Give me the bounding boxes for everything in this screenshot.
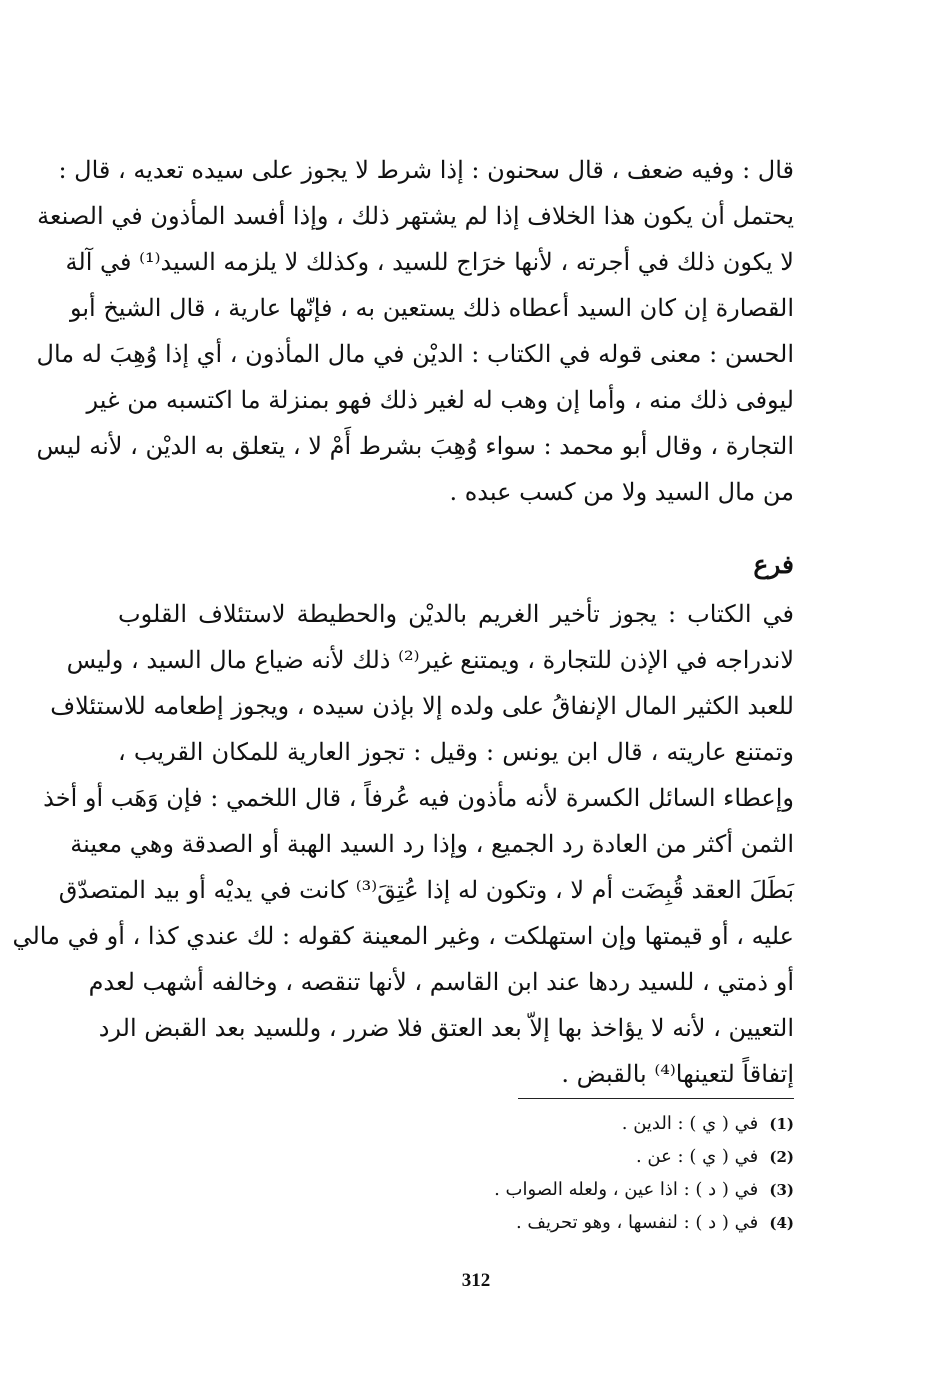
section-heading: فرع: [753, 550, 794, 579]
text-line: لا يكون ذلك في أجرته ، لأنها خرَاج للسيد ، وكذلك لا يلزمه السيد⁽¹⁾ في آلة: [65, 248, 794, 276]
text-line: وإعطاء السائل الكسرة لأنه مأذون فيه عُرفاً ، قال اللخمي : فإن وَهَب أو أخذ: [43, 784, 794, 812]
text-line: القصارة إن كان السيد أعطاه ذلك يستعين به ، فإنّها عارية ، قال الشيخ أبو: [69, 294, 794, 322]
text-line: إتفاقاً لتعينها⁽⁴⁾ بالقبض .: [561, 1060, 794, 1088]
footnote-number: (4): [769, 1214, 794, 1232]
page-body: [12, 150, 794, 1330]
page-number: 312: [461, 1270, 491, 1291]
text-line: عليه ، أو قيمتها وإن استهلكت ، وغير المعينة كقوله : لك عندي كذا ، أو في مالي: [12, 922, 794, 950]
footnote-text: في ( د ) : اذا عين ، ولعله الصواب .: [494, 1179, 759, 1200]
footnote-text: في ( د ) : لنفسها ، وهو تحريف .: [515, 1212, 759, 1233]
text-line: بَطَلَ العقد قُبِضَت أم لا ، وتكون له إذا عُتِقَ⁽³⁾ كانت في يديْه أو بيد المتصدّق: [58, 876, 794, 904]
text-line: التجارة ، وقال أبو محمد : سواء وُهِبَ بشرط أَمْ لا ، يتعلق به الديْن ، لأنه ليس: [36, 432, 794, 460]
text-line: من مال السيد ولا من كسب عبده .: [449, 478, 794, 506]
footnote-number: (2): [769, 1148, 794, 1166]
footnote: [118, 1143, 794, 1171]
text-line: الحسن : معنى قوله في الكتاب : الديْن في مال المأذون ، أي إذا وُهِبَ له مال: [36, 340, 794, 368]
text-line: الثمن أكثر من العادة رد الجميع ، وإذا رد السيد الهبة أو الصدقة وهي معينة: [70, 830, 794, 858]
footnote-text: في ( ي ) : الدين .: [621, 1113, 759, 1134]
text-line: التعيين ، لأنه لا يؤاخذ بها إلاّ بعد العتق فلا ضرر ، وللسيد بعد القبض الرد: [98, 1014, 794, 1042]
text-line: للعبد الكثير المال الإنفاقُ على ولده إلا بإذن سيده ، ويجوز إطعامه للاستئلاف: [50, 692, 794, 720]
text-line: يحتمل أن يكون هذا الخلاف إذا لم يشتهر ذلك ، وإذا أفسد المأذون في الصنعة: [37, 202, 794, 230]
footnote: [118, 1209, 794, 1237]
footnote: [118, 1176, 794, 1204]
text-line: أو ذمتي ، للسيد ردها عند ابن القاسم ، لأنها تنقصه ، وخالفه أشهب لعدم: [88, 968, 794, 996]
text-line: قال : وفيه ضعف ، قال سحنون : إذا شرط لا يجوز على سيده تعديه ، قال :: [58, 156, 794, 184]
footnote-number: (1): [769, 1115, 794, 1133]
footnote-divider: [518, 1098, 794, 1099]
footnote-number: (3): [769, 1181, 794, 1199]
text-line: لاندراجه في الإذن للتجارة ، ويمتنع غير⁽²⁾ ذلك لأنه ضياع مال السيد ، وليس: [66, 646, 794, 674]
text-line: ليوفى ذلك منه ، وأما إن وهب له لغير ذلك فهو بمنزلة ما اكتسبه من غير: [86, 386, 794, 414]
footnote: [118, 1110, 794, 1138]
text-line: وتمتنع عاريته ، قال ابن يونس : وقيل : تجوز العارية للمكان القريب ،: [118, 738, 794, 766]
text-line: في الكتاب : يجوز تأخير الغريم بالديْن والحطيطة لاستئلاف القلوب: [118, 600, 794, 628]
footnote-text: في ( ي ) : عن .: [635, 1146, 759, 1167]
